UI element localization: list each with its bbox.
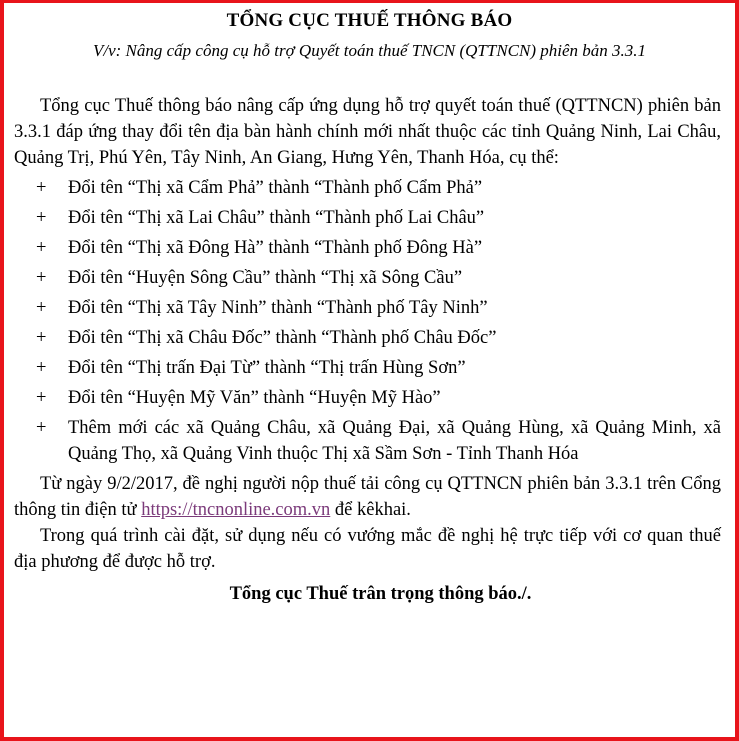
list-item-text: Đổi tên “Thị xã Châu Đốc” thành “Thành phố Châu Đốc” <box>68 328 497 348</box>
change-list <box>14 175 721 467</box>
list-item-text: Đổi tên “Huyện Mỹ Văn” thành “Huyện Mỹ Hào” <box>68 388 441 408</box>
bullet-plus: + <box>36 208 47 228</box>
notice-body <box>14 93 721 607</box>
tncnonline-link[interactable]: https://tncnonline.com.vn <box>141 500 331 520</box>
bullet-plus: + <box>36 328 47 348</box>
list-item <box>14 295 721 321</box>
download-text-after: để kêkhai. <box>330 500 411 520</box>
list-item <box>14 325 721 351</box>
list-item-text: Đổi tên “Huyện Sông Cầu” thành “Thị xã Sông Cầu” <box>68 268 463 288</box>
bullet-plus: + <box>36 238 47 258</box>
support-paragraph: Trong quá trình cài đặt, sử dụng nếu có vướng mắc đề nghị hệ trực tiếp với cơ quan thuế địa phương để được hỗ trợ. <box>14 526 721 572</box>
list-item-text: Đổi tên “Thị xã Lai Châu” thành “Thành phố Lai Châu” <box>68 208 485 228</box>
list-item <box>14 205 721 231</box>
list-item <box>14 265 721 291</box>
bullet-plus: + <box>36 358 47 378</box>
list-item <box>14 175 721 201</box>
list-item-text: Đổi tên “Thị xã Tây Ninh” thành “Thành phố Tây Ninh” <box>68 298 488 318</box>
closing-line: Tổng cục Thuế trân trọng thông báo./. <box>229 584 532 604</box>
bullet-plus: + <box>36 388 47 408</box>
bullet-plus: + <box>36 418 47 438</box>
list-item-text: Đổi tên “Thị xã Cẩm Phả” thành “Thành phố Cẩm Phả” <box>68 178 483 198</box>
list-item <box>14 385 721 411</box>
list-item-text: Thêm mới các xã Quảng Châu, xã Quảng Đại, xã Quảng Hùng, xã Quảng Minh, xã Quảng Thọ, xã Quảng Vinh thuộc Thị xã Sầm Sơn - Tỉnh Thanh Hóa <box>68 418 721 464</box>
bullet-plus: + <box>36 178 47 198</box>
list-item-text: Đổi tên “Thị trấn Đại Từ” thành “Thị trấn Hùng Sơn” <box>68 358 466 378</box>
bullet-plus: + <box>36 298 47 318</box>
intro-paragraph: Tổng cục Thuế thông báo nâng cấp ứng dụng hỗ trợ quyết toán thuế (QTTNCN) phiên bản 3.3.1 đáp ứng thay đổi tên địa bàn hành chính mới nhất thuộc các tỉnh Quảng Ninh, Lai Châu, Quảng Trị, Phú Yên, Tây Ninh, An Giang, Hưng Yên, Thanh Hóa, cụ thể: <box>14 96 721 168</box>
list-item-text: Đổi tên “Thị xã Đông Hà” thành “Thành phố Đông Hà” <box>68 238 483 258</box>
download-text-before: Từ ngày 9/2/2017, đề nghị người nộp thuế tải công cụ QTTNCN phiên bản 3.3.1 trên Cổng thông tin điện tử <box>14 474 721 520</box>
notice-subtitle: V/v: Nâng cấp công cụ hỗ trợ Quyết toán thuế TNCN (QTTNCN) phiên bản 3.3.1 <box>92 41 647 60</box>
list-item <box>14 235 721 261</box>
list-item <box>14 355 721 381</box>
bullet-plus: + <box>36 268 47 288</box>
notice-title: TỔNG CỤC THUẾ THÔNG BÁO <box>226 10 513 31</box>
download-paragraph <box>14 471 721 523</box>
list-item <box>14 415 721 467</box>
